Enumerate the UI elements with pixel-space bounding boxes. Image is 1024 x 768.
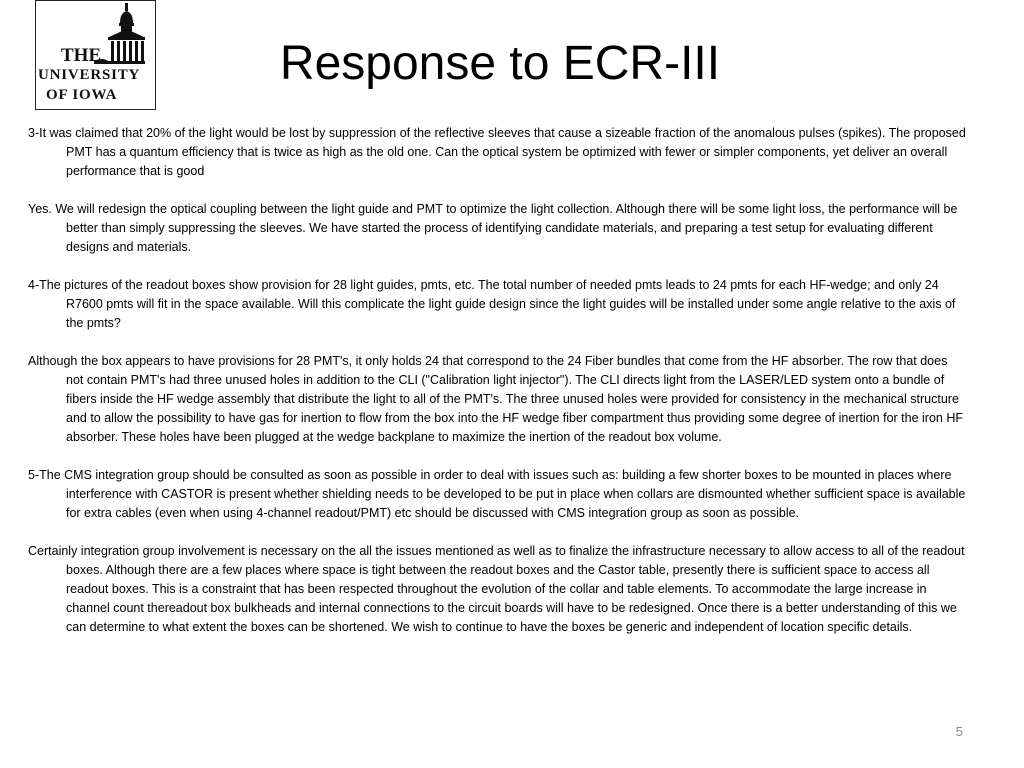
university-logo xyxy=(35,0,156,110)
paragraph-question-3: 3-It was claimed that 20% of the light would be lost by suppression of the reflective sleeves that cause a sizeable fraction of the anomalous pulses (spikes). The proposed PMT has a quantum efficiency that is twice as high as the old one. Can the optical system be optimized with fewer or simpler components, yet deliver an overall performance that is good xyxy=(28,126,966,178)
paragraph-answer-4: Although the box appears to have provisions for 28 PMT's, it only holds 24 that correspond to the 24 Fiber bundles that come from the HF absorber. The row that does not contain PMT's had three unused holes in addition to the CLI ("Calibration light injector"). The CLI directs light from the LASER/LED system onto a bundle of fibers inside the HF wedge assembly that distribute the light to all of the PMT's. The three unused holes were provided for consistency in the mechanical structure and to allow the possibility to have gas for inertion to flow from the box into the HF wedge fiber compartment thus providing some degree of inertion for the iron HF absorber. These holes have been plugged at the wedge backplane to maximize the inertion of the readout box volume. xyxy=(28,354,963,444)
logo-text-the: THE xyxy=(61,45,102,66)
slide-body xyxy=(28,124,968,637)
paragraph-question-4: 4-The pictures of the readout boxes show provision for 28 light guides, pmts, etc. The total number of needed pmts leads to 24 pmts for each HF-wedge; and only 24 R7600 pmts will fit in the space available. Will this complicate the light guide design since the light guides will be installed under some angle relative to the axis of the pmts? xyxy=(28,278,956,330)
paragraph-answer-3: Yes. We will redesign the optical coupling between the light guide and PMT to optimize the light collection. Although there will be some light loss, the performance will be better than simply suppressing the sleeves. We have started the process of identifying candidate materials, and preparing a test setup for evaluating different designs and materials. xyxy=(28,202,958,254)
slide-title: Response to ECR-III xyxy=(279,37,721,90)
paragraph-answer-5: Certainly integration group involvement is necessary on the all the issues mentioned as well as to finalize the infrastructure necessary to allow access to all of the readout boxes. Although there are a few places where space is tight between the readout boxes and the Castor table, presently there is sufficient space to access all readout boxes. This is a constraint that has been respected throughout the evolution of the collar and table elements. To accommodate the large increase in channel count thereadout box bulkheads and internal connections to the circuit boards will have to be redesigned. Once there is a better understanding of this we can determine to what extent the boxes can be shortened. We wish to continue to have the boxes be generic and independent of location specific details. xyxy=(28,544,965,634)
logo-text-university: UNIVERSITY xyxy=(38,67,141,83)
slide-number: 5 xyxy=(955,724,963,739)
paragraph-question-5: 5-The CMS integration group should be consulted as soon as possible in order to deal with issues such as: building a few shorter boxes to be mounted in places where interference with CASTOR is present whether shielding needs to be developed to be put in place when collars are dismounted whether sufficient space is available for extra cables (even when using 4-channel readout/PMT) etc should be discussed with CMS integration group as soon as possible. xyxy=(28,468,966,520)
logo-text-of-iowa: OF IOWA xyxy=(46,87,118,103)
